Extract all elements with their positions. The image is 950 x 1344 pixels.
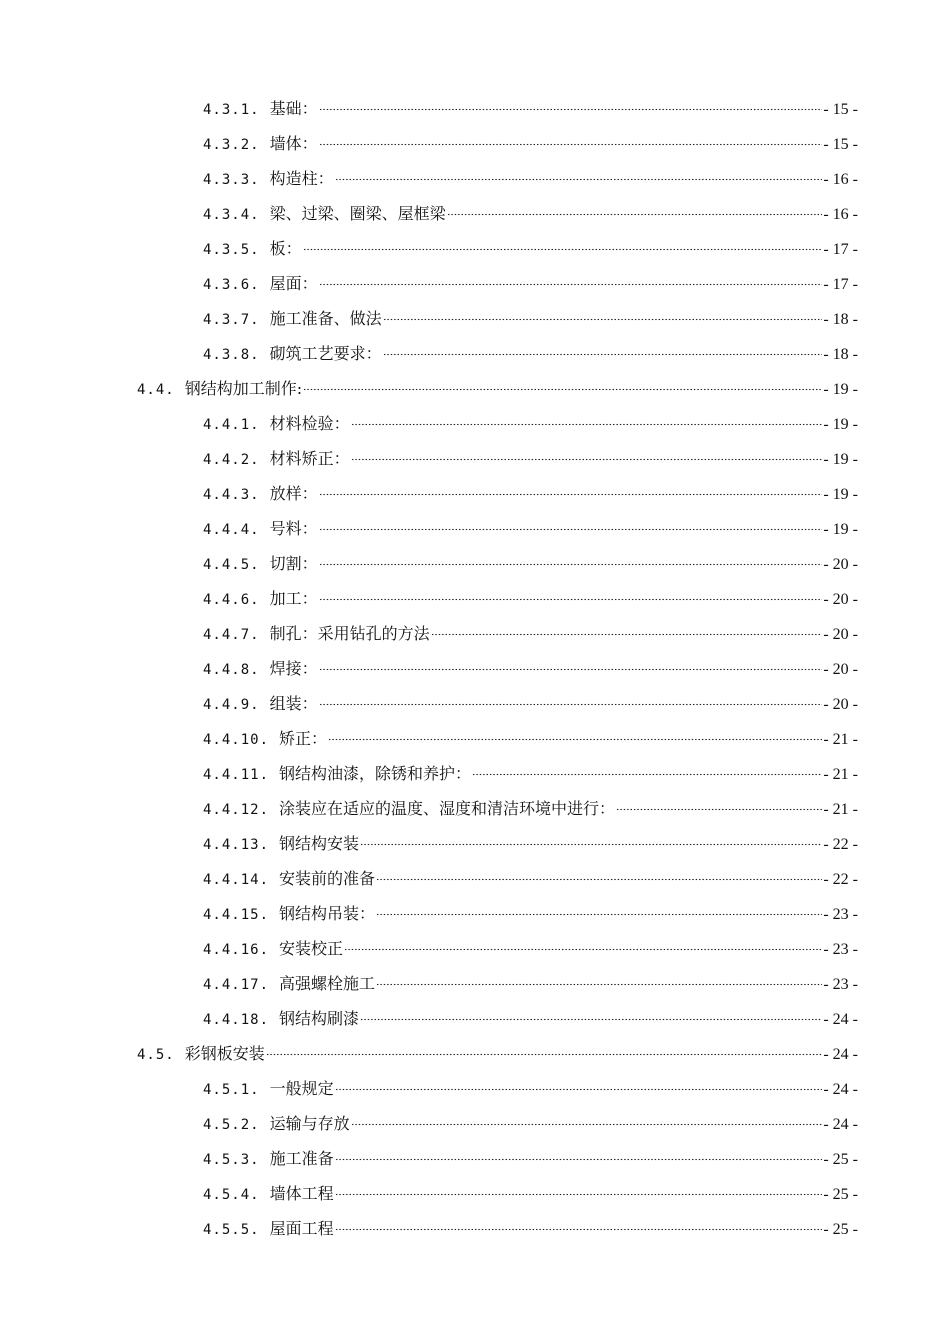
section-title: 运输与存放 xyxy=(269,1114,350,1133)
toc-entry-line xyxy=(203,792,858,821)
section-title: 墙体： xyxy=(269,134,318,153)
section-title: 彩钢板安装 xyxy=(184,1044,265,1063)
section-number: 4.5. xyxy=(137,1047,175,1063)
toc-entry[interactable] xyxy=(0,121,950,156)
toc-entry[interactable] xyxy=(0,681,950,716)
toc-entry[interactable] xyxy=(0,86,950,121)
section-title: 基础： xyxy=(269,99,318,118)
page-number: - 25 - xyxy=(823,1186,858,1203)
toc-entry-line xyxy=(203,1177,858,1206)
section-title: 钢结构吊装： xyxy=(279,904,376,923)
toc-entry[interactable] xyxy=(0,786,950,821)
dot-leader xyxy=(376,897,822,919)
page-number: - 23 - xyxy=(823,906,858,923)
dot-leader xyxy=(383,337,823,359)
page-number: - 19 - xyxy=(823,521,858,538)
page-number: - 25 - xyxy=(823,1151,858,1168)
section-title: 砌筑工艺要求： xyxy=(269,344,382,363)
toc-entry-line xyxy=(203,967,858,996)
dot-leader xyxy=(303,232,823,254)
section-title: 切割： xyxy=(269,554,318,573)
section-title: 组装： xyxy=(269,694,318,713)
page-number: - 15 - xyxy=(823,101,858,118)
toc-entry[interactable] xyxy=(0,366,950,401)
page-number: - 19 - xyxy=(823,486,858,503)
page-number: - 24 - xyxy=(823,1081,858,1098)
toc-entry[interactable] xyxy=(0,331,950,366)
section-number: 4.3.8. xyxy=(203,347,260,363)
section-title: 施工准备、做法 xyxy=(269,309,382,328)
toc-entry[interactable] xyxy=(0,856,950,891)
page-number: - 24 - xyxy=(823,1011,858,1028)
page-number: - 24 - xyxy=(823,1116,858,1133)
dot-leader xyxy=(335,162,823,184)
toc-entry-line xyxy=(203,302,858,331)
dot-leader xyxy=(303,372,822,394)
toc-entry[interactable] xyxy=(0,296,950,331)
toc-entry-line xyxy=(203,442,858,471)
toc-entry-line xyxy=(203,1107,858,1136)
toc-entry-line xyxy=(203,267,858,296)
section-number: 4.4. xyxy=(137,382,175,398)
section-number: 4.4.13. xyxy=(203,837,270,853)
page-number: - 21 - xyxy=(823,731,858,748)
section-title: 钢结构油漆，除锈和养护： xyxy=(279,764,472,783)
dot-leader xyxy=(319,547,823,569)
section-title: 一般规定 xyxy=(269,1079,334,1098)
section-title: 制孔：采用钻孔的方法 xyxy=(269,624,430,643)
section-title: 矫正： xyxy=(279,729,328,748)
toc-entry-line xyxy=(203,1072,858,1101)
toc-entry-line xyxy=(203,337,858,366)
toc-entry-line xyxy=(137,372,858,401)
section-title: 号料： xyxy=(269,519,318,538)
section-number: 4.4.4. xyxy=(203,522,260,538)
toc-entry-line xyxy=(203,92,858,121)
dot-leader xyxy=(319,512,823,534)
page-number: - 24 - xyxy=(823,1046,858,1063)
section-title: 焊接： xyxy=(269,659,318,678)
section-number: 4.3.5. xyxy=(203,242,260,258)
toc-entry[interactable] xyxy=(0,576,950,611)
toc-entry[interactable] xyxy=(0,191,950,226)
section-title: 钢结构安装 xyxy=(279,834,360,853)
section-title: 材料检验： xyxy=(269,414,350,433)
section-title: 构造柱： xyxy=(269,169,334,188)
section-number: 4.3.2. xyxy=(203,137,260,153)
toc-entry[interactable] xyxy=(0,401,950,436)
page-number: - 16 - xyxy=(823,206,858,223)
toc-entry-line xyxy=(203,652,858,681)
page-number: - 23 - xyxy=(823,941,858,958)
toc-entry[interactable] xyxy=(0,1031,950,1066)
page-number: - 17 - xyxy=(823,276,858,293)
section-title: 板： xyxy=(269,239,302,258)
dot-leader xyxy=(319,267,823,289)
dot-leader xyxy=(319,127,823,149)
toc-entry[interactable] xyxy=(0,506,950,541)
toc-entry-line xyxy=(203,232,858,261)
section-number: 4.4.8. xyxy=(203,662,260,678)
page-number: - 19 - xyxy=(823,416,858,433)
toc-entry-line xyxy=(203,722,858,751)
toc-entry[interactable] xyxy=(0,1206,950,1241)
dot-leader xyxy=(447,197,823,219)
section-title: 屋面： xyxy=(269,274,318,293)
dot-leader xyxy=(335,1072,823,1094)
page-number: - 16 - xyxy=(823,171,858,188)
section-number: 4.5.3. xyxy=(203,1152,260,1168)
dot-leader xyxy=(328,722,822,744)
toc-entry-line xyxy=(203,512,858,541)
toc-entry[interactable] xyxy=(0,926,950,961)
toc-entry-line xyxy=(203,1212,858,1241)
section-number: 4.4.17. xyxy=(203,977,270,993)
section-title: 施工准备 xyxy=(269,1149,334,1168)
dot-leader xyxy=(376,967,822,989)
page-number: - 20 - xyxy=(823,556,858,573)
section-number: 4.4.18. xyxy=(203,1012,270,1028)
dot-leader xyxy=(360,827,822,849)
page-number: - 23 - xyxy=(823,976,858,993)
section-number: 4.4.15. xyxy=(203,907,270,923)
dot-leader xyxy=(351,1107,823,1129)
section-number: 4.4.5. xyxy=(203,557,260,573)
section-number: 4.5.4. xyxy=(203,1187,260,1203)
page-number: - 25 - xyxy=(823,1221,858,1238)
toc-entry[interactable] xyxy=(0,261,950,296)
toc-entry-line xyxy=(203,687,858,716)
section-number: 4.3.1. xyxy=(203,102,260,118)
section-number: 4.4.7. xyxy=(203,627,260,643)
toc-entry[interactable] xyxy=(0,961,950,996)
toc-entry-line xyxy=(203,862,858,891)
page-number: - 22 - xyxy=(823,836,858,853)
dot-leader xyxy=(351,442,823,464)
toc-entry[interactable] xyxy=(0,611,950,646)
page-number: - 19 - xyxy=(823,381,858,398)
toc-entry-line xyxy=(203,582,858,611)
section-title: 墙体工程 xyxy=(269,1184,334,1203)
section-title: 材料矫正： xyxy=(269,449,350,468)
section-number: 4.3.3. xyxy=(203,172,260,188)
toc-entry[interactable] xyxy=(0,1136,950,1171)
section-title: 钢结构刷漆 xyxy=(279,1009,360,1028)
toc-entry-line xyxy=(203,932,858,961)
toc-entry[interactable] xyxy=(0,471,950,506)
page-number: - 20 - xyxy=(823,626,858,643)
toc-entry[interactable] xyxy=(0,821,950,856)
toc-entry[interactable] xyxy=(0,996,950,1031)
section-title: 涂装应在适应的温度、湿度和清洁环境中进行： xyxy=(279,799,616,818)
toc-entry[interactable] xyxy=(0,156,950,191)
section-number: 4.4.1. xyxy=(203,417,260,433)
dot-leader xyxy=(431,617,823,639)
section-number: 4.4.2. xyxy=(203,452,260,468)
page-number: - 15 - xyxy=(823,136,858,153)
toc-entry-line xyxy=(203,477,858,506)
toc-entry-line xyxy=(203,162,858,191)
section-title: 高强螺栓施工 xyxy=(279,974,376,993)
toc-entry-line xyxy=(203,617,858,646)
section-number: 4.4.6. xyxy=(203,592,260,608)
toc-entry[interactable] xyxy=(0,1101,950,1136)
dot-leader xyxy=(319,582,823,604)
dot-leader xyxy=(319,92,823,114)
section-number: 4.4.9. xyxy=(203,697,260,713)
page-number: - 19 - xyxy=(823,451,858,468)
section-number: 4.3.7. xyxy=(203,312,260,328)
page-number: - 20 - xyxy=(823,661,858,678)
toc-entry[interactable] xyxy=(0,751,950,786)
page-number: - 20 - xyxy=(823,696,858,713)
section-title: 钢结构加工制作: xyxy=(184,379,303,398)
toc-entry[interactable] xyxy=(0,226,950,261)
toc-entry[interactable] xyxy=(0,541,950,576)
toc-entry[interactable] xyxy=(0,1171,950,1206)
page-number: - 20 - xyxy=(823,591,858,608)
dot-leader xyxy=(266,1037,823,1059)
dot-leader xyxy=(383,302,823,324)
dot-leader xyxy=(319,687,823,709)
toc-entry-line xyxy=(203,757,858,786)
toc-entry-line xyxy=(203,1142,858,1171)
section-title: 屋面工程 xyxy=(269,1219,334,1238)
section-title: 加工： xyxy=(269,589,318,608)
page-number: - 17 - xyxy=(823,241,858,258)
page-number: - 21 - xyxy=(823,766,858,783)
section-title: 梁、过梁、圈梁、屋框梁 xyxy=(269,204,446,223)
toc-entry[interactable] xyxy=(0,891,950,926)
dot-leader xyxy=(351,407,823,429)
dot-leader xyxy=(335,1212,823,1234)
page-number: - 18 - xyxy=(823,311,858,328)
toc-entry[interactable] xyxy=(0,1066,950,1101)
dot-leader xyxy=(472,757,822,779)
dot-leader xyxy=(319,652,823,674)
toc-entry[interactable] xyxy=(0,646,950,681)
page-number: - 21 - xyxy=(823,801,858,818)
section-number: 4.4.16. xyxy=(203,942,270,958)
dot-leader xyxy=(376,862,822,884)
dot-leader xyxy=(335,1142,823,1164)
toc-entry[interactable] xyxy=(0,716,950,751)
section-title: 放样： xyxy=(269,484,318,503)
toc-entry-line xyxy=(203,897,858,926)
section-number: 4.4.14. xyxy=(203,872,270,888)
page-number: - 18 - xyxy=(823,346,858,363)
section-number: 4.3.4. xyxy=(203,207,260,223)
dot-leader xyxy=(319,477,823,499)
toc-entry-line xyxy=(203,127,858,156)
section-number: 4.5.1. xyxy=(203,1082,260,1098)
page-number: - 22 - xyxy=(823,871,858,888)
dot-leader xyxy=(616,792,822,814)
section-number: 4.4.11. xyxy=(203,767,270,783)
dot-leader xyxy=(360,1002,822,1024)
toc-entry-line xyxy=(203,197,858,226)
section-number: 4.4.12. xyxy=(203,802,270,818)
toc-entry-line xyxy=(203,547,858,576)
toc-entry-line xyxy=(203,1002,858,1031)
table-of-contents xyxy=(0,86,950,1241)
toc-entry-line xyxy=(137,1037,858,1066)
dot-leader xyxy=(344,932,822,954)
toc-entry-line xyxy=(203,407,858,436)
section-title: 安装前的准备 xyxy=(279,869,376,888)
toc-entry[interactable] xyxy=(0,436,950,471)
section-title: 安装校正 xyxy=(279,939,344,958)
section-number: 4.3.6. xyxy=(203,277,260,293)
dot-leader xyxy=(335,1177,823,1199)
section-number: 4.5.5. xyxy=(203,1222,260,1238)
section-number: 4.4.3. xyxy=(203,487,260,503)
section-number: 4.5.2. xyxy=(203,1117,260,1133)
toc-entry-line xyxy=(203,827,858,856)
section-number: 4.4.10. xyxy=(203,732,270,748)
